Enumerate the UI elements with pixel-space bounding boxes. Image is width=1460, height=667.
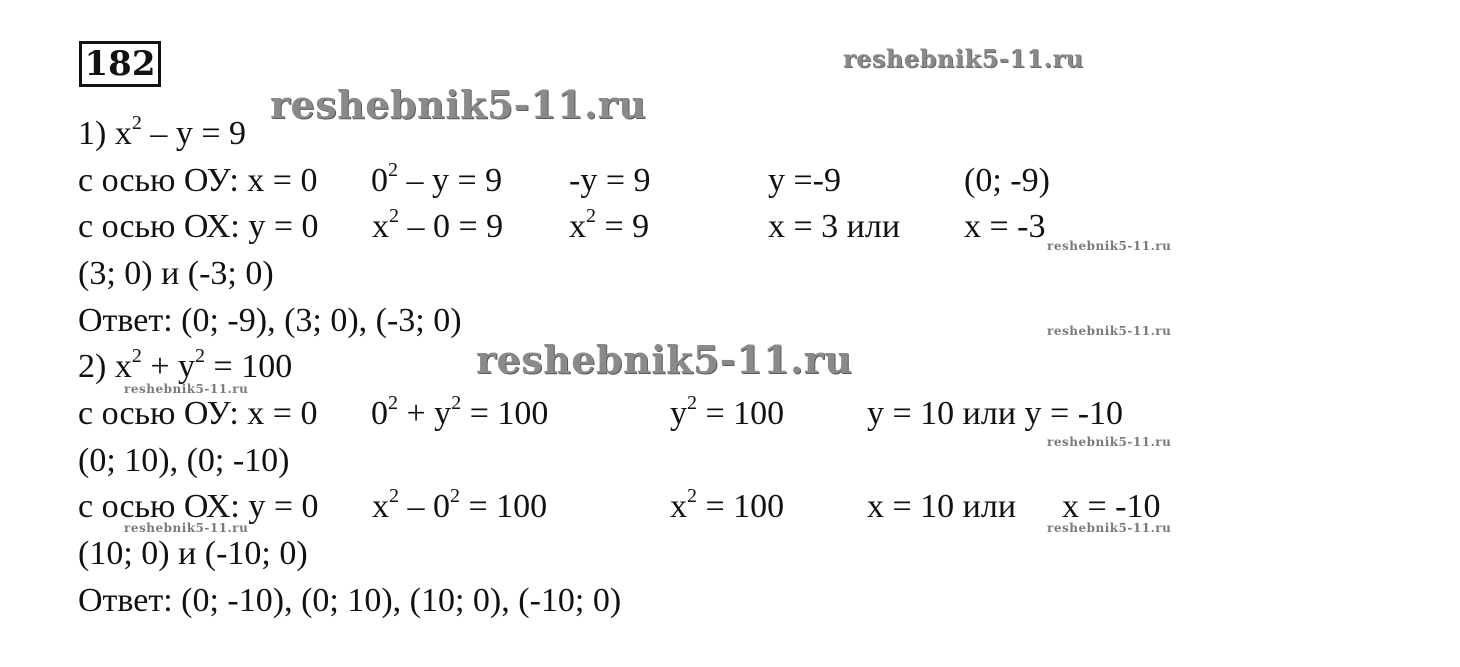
- problem-number: 182: [79, 41, 161, 87]
- part1-oy-step3: y =-9: [768, 162, 841, 199]
- part1-oy-step1: [371, 158, 503, 201]
- part1-ox-step1-rest: – 0 = 9: [399, 208, 504, 245]
- part2-oy-step1-rest: = 100: [461, 395, 549, 432]
- part2-equation: [78, 344, 293, 387]
- part1-oy-step1-exponent: 2: [388, 158, 398, 181]
- part2-ox-step2-exponent: 2: [687, 484, 697, 507]
- part1-answer: Ответ: (0; -9), (3; 0), (-3; 0): [78, 302, 462, 339]
- part2-label-b: + y: [141, 348, 196, 385]
- part1-oy-point: (0; -9): [964, 162, 1050, 199]
- watermark: reshebnik5-11.ru: [1047, 521, 1172, 535]
- part2-ox-step2-rest: = 100: [697, 488, 785, 525]
- part2-ox-step2-base: x: [670, 488, 687, 525]
- part1-ox-root1: х = 3 или: [768, 208, 901, 245]
- part1-ox-step2-rest: = 9: [596, 208, 650, 245]
- part1-label-rest: – y = 9: [141, 115, 247, 152]
- part2-ox-points: (10; 0) и (-10; 0): [78, 535, 308, 572]
- watermark: reshebnik5-11.ru: [1047, 239, 1172, 253]
- part1-label-exponent: 2: [131, 111, 142, 134]
- part1-ox-points: (3; 0) и (-3; 0): [78, 255, 274, 292]
- watermark: reshebnik5-11.ru: [124, 382, 249, 396]
- part1-oy-step1-base: 0: [371, 162, 388, 199]
- watermark: reshebnik5-11.ru: [124, 521, 249, 535]
- part2-label-exponent-b: 2: [195, 344, 206, 367]
- part2-label-rest: = 100: [205, 348, 293, 385]
- part2-oy-step2-base: y: [670, 395, 687, 432]
- part2-ox-step1-exponent-a: 2: [389, 484, 399, 507]
- part2-oy-step1-b: + y: [398, 395, 452, 432]
- part2-ox-prefix: с осью ОХ: у = 0: [78, 488, 319, 525]
- part1-ox-step2-base: x: [569, 208, 586, 245]
- part2-oy-step1-exponent-a: 2: [388, 391, 398, 414]
- part2-oy-step2-exponent: 2: [687, 391, 697, 414]
- part2-ox-root1: х = 10 или: [867, 488, 1017, 525]
- part2-answer: Ответ: (0; -10), (0; 10), (10; 0), (-10; 0): [78, 582, 622, 619]
- part2-ox-step2: [670, 484, 785, 527]
- part1-oy-row: [78, 158, 1278, 201]
- part2-ox-root2: х = -10: [1062, 488, 1161, 525]
- part1-ox-step2: [569, 204, 650, 247]
- watermark: reshebnik5-11.ru: [1047, 324, 1172, 338]
- part2-oy-step2-rest: = 100: [697, 395, 785, 432]
- part1-ox-step1-base: x: [372, 208, 389, 245]
- part2-oy-row: [78, 391, 1278, 434]
- part2-oy-points: (0; 10), (0; -10): [78, 442, 290, 479]
- part2-ox-step1-rest: = 100: [460, 488, 548, 525]
- part1-ox-prefix: с осью ОХ: у = 0: [78, 208, 319, 245]
- part1-oy-step2: -y = 9: [569, 162, 651, 199]
- part1-ox-step1-exponent: 2: [389, 204, 399, 227]
- part1-oy-prefix: с осью ОУ: х = 0: [78, 162, 318, 199]
- part2-oy-step1: [371, 391, 549, 434]
- part2-oy-step1-a: 0: [371, 395, 388, 432]
- part2-label-a: 2) x: [78, 348, 132, 385]
- watermark: reshebnik5-11.ru: [1047, 435, 1172, 449]
- part2-ox-step1: [372, 484, 548, 527]
- part1-ox-step1: [372, 204, 504, 247]
- part2-oy-step2: [670, 391, 785, 434]
- part1-oy-step1-rest: – y = 9: [398, 162, 503, 199]
- part2-oy-prefix: с осью ОУ: х = 0: [78, 395, 318, 432]
- part2-ox-step1-b: – 0: [399, 488, 450, 525]
- part2-oy-roots: у = 10 или у = -10: [867, 395, 1124, 432]
- part1-equation: [78, 111, 247, 154]
- part1-label: 1) x: [78, 115, 132, 152]
- part2-ox-step1-exponent-b: 2: [450, 484, 460, 507]
- part2-ox-step1-a: x: [372, 488, 389, 525]
- part1-ox-root2: х = -3: [964, 208, 1046, 245]
- part1-ox-step2-exponent: 2: [586, 204, 596, 227]
- watermark: reshebnik5-11.ru: [270, 82, 647, 127]
- watermark: reshebnik5-11.ru: [843, 44, 1084, 73]
- part2-label-exponent-a: 2: [131, 344, 142, 367]
- part2-oy-step1-exponent-b: 2: [451, 391, 462, 414]
- watermark: reshebnik5-11.ru: [476, 337, 853, 382]
